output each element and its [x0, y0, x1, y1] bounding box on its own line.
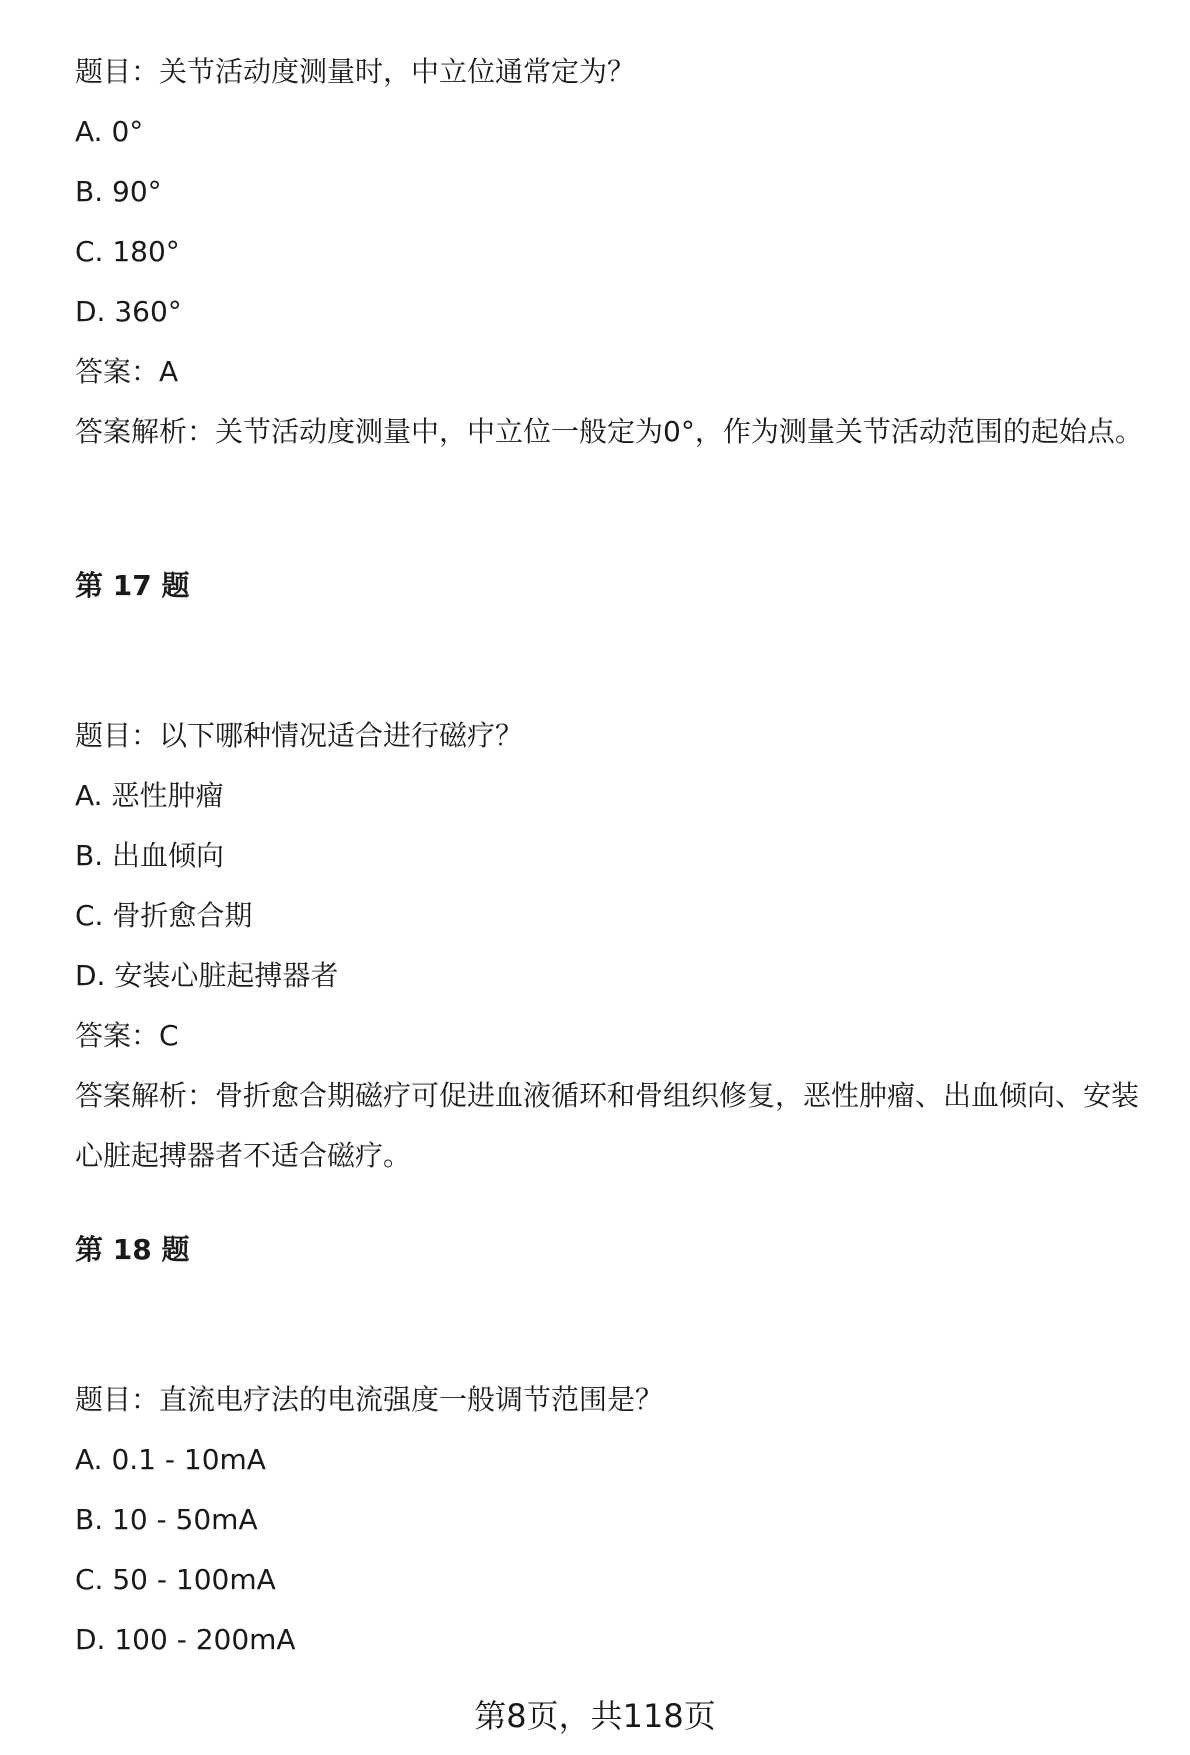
- question-16-option-c: C. 180°: [75, 235, 180, 268]
- question-18-option-a: A. 0.1 - 10mA: [75, 1443, 266, 1476]
- question-18-text: 题目：直流电疗法的电流强度一般调节范围是？: [75, 1383, 664, 1416]
- question-16-option-a: A. 0°: [75, 115, 144, 148]
- question-18-option-c: C. 50 - 100mA: [75, 1563, 276, 1596]
- question-17-heading: 第 17 题: [75, 569, 190, 602]
- question-18-heading: 第 18 题: [75, 1233, 190, 1266]
- question-17-answer: 答案：C: [75, 1019, 179, 1052]
- page-footer: 第8页，共118页: [474, 1697, 716, 1735]
- question-16-analysis: 答案解析：关节活动度测量中，中立位一般定为0°，作为测量关节活动范围的起始点。: [75, 415, 1143, 448]
- question-16-answer: 答案：A: [75, 355, 179, 388]
- question-18-option-d: D. 100 - 200mA: [75, 1623, 296, 1656]
- question-16-option-d: D. 360°: [75, 295, 182, 328]
- question-16-text: 题目：关节活动度测量时，中立位通常定为？: [75, 55, 636, 88]
- question-16-option-b: B. 90°: [75, 175, 162, 208]
- question-17-option-c: C. 骨折愈合期: [75, 899, 253, 932]
- question-17-text: 题目：以下哪种情况适合进行磁疗？: [75, 719, 524, 752]
- question-17-option-a: A. 恶性肿瘤: [75, 779, 224, 812]
- question-17-analysis: 答案解析：骨折愈合期磁疗可促进血液循环和骨组织修复，恶性肿瘤、出血倾向、安装心脏起搏器者不适合磁疗。: [75, 1079, 1140, 1172]
- question-17-option-b: B. 出血倾向: [75, 839, 225, 872]
- question-17-option-d: D. 安装心脏起搏器者: [75, 959, 339, 992]
- question-18-option-b: B. 10 - 50mA: [75, 1503, 258, 1536]
